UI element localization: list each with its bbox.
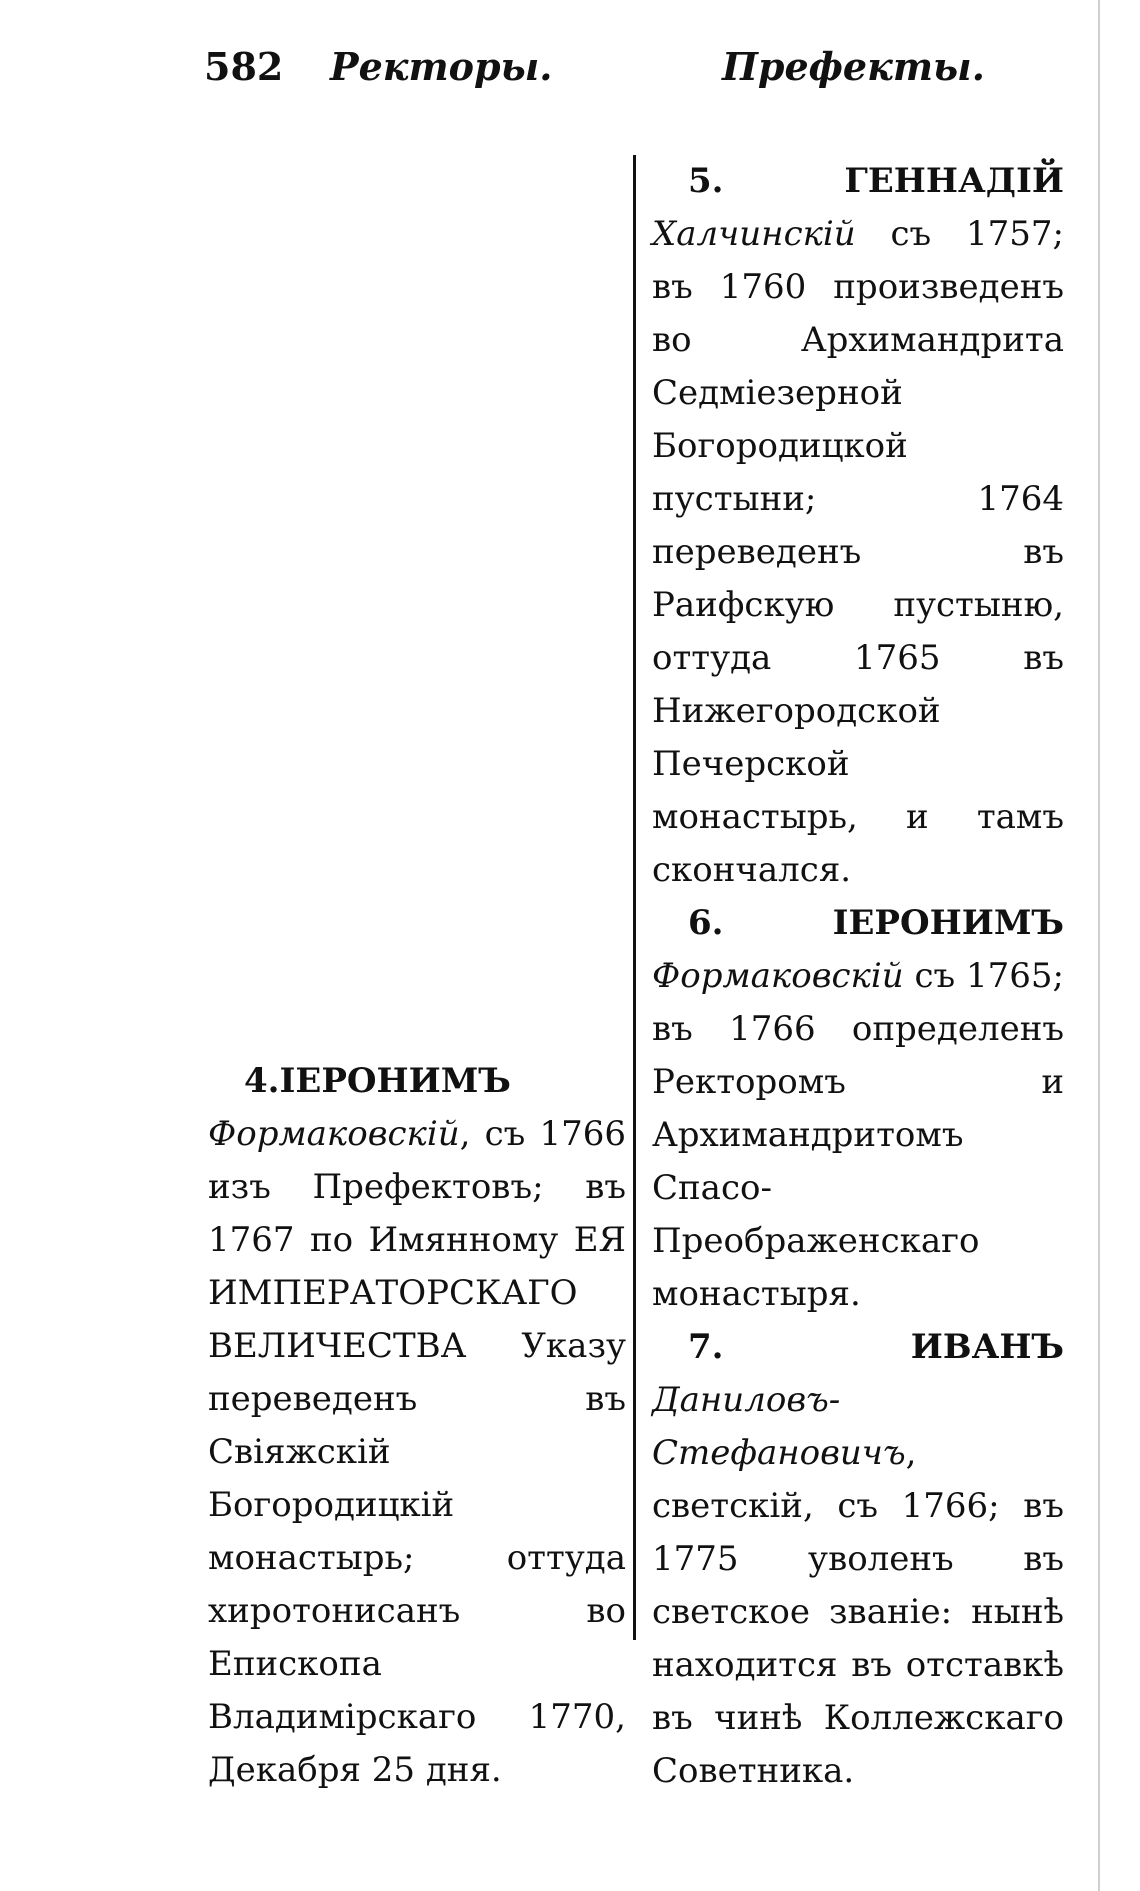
prefect-entry [652, 897, 1064, 1321]
left-column-title: Ректоры. [330, 44, 553, 89]
entry-name: ІЕРОНИМЪ [279, 1061, 511, 1101]
entry-number: 6. [688, 903, 724, 943]
right-column-title: Префекты. [722, 44, 985, 89]
entry-surname: Формаковскій [208, 1114, 460, 1154]
page-edge [1098, 0, 1100, 1891]
entry-text: съ 1765; въ 1766 определенъ Ректоромъ и Архимандритомъ Спасо-Преображенскаго монастыря. [652, 956, 1064, 1314]
prefect-entry [652, 155, 1064, 897]
entry-number: 7. [688, 1327, 724, 1367]
entry-number: 5. [688, 161, 724, 201]
entry-surname: Даниловъ-Стефановичъ [652, 1380, 906, 1473]
rectors-column [208, 1055, 626, 1797]
entry-text: , светскій, съ 1766; въ 1775 уволенъ въ светское званіе: нынѣ находится въ отставкѣ въ чинѣ Коллежскаго Советника. [652, 1433, 1064, 1791]
entry-surname: Формаковскій [652, 956, 904, 996]
prefect-entry [652, 1321, 1064, 1798]
rector-entry [208, 1055, 626, 1797]
page-number: 582 [204, 44, 284, 89]
entry-name: ИВАНЪ [910, 1327, 1064, 1367]
entry-name: ІЕРОНИМЪ [832, 903, 1064, 943]
entry-text: съ 1757; въ 1760 произведенъ во Архимандрита Седміезерной Богородицкой пустыни; 1764 переведенъ въ Раифскую пустыню, оттуда 1765 въ Нижегородской Печерской монастырь, и тамъ скончался. [652, 214, 1064, 890]
column-divider [633, 155, 636, 1640]
entry-name: ГЕННАДІЙ [844, 161, 1064, 201]
prefects-column [652, 155, 1064, 1798]
entry-text: , съ 1766 изъ Префектовъ; въ 1767 по Имянному ЕЯ ИМПЕРАТОРСКАГО ВЕЛИЧЕСТВА Указу переведенъ въ Свіяжскій Богородицкій монастырь; оттуда хиротонисанъ во Епископа Владимірскаго 1770, Декабря 25 дня. [208, 1114, 626, 1790]
entry-surname: Халчинскій [652, 214, 856, 254]
entry-number: 4. [244, 1061, 280, 1101]
